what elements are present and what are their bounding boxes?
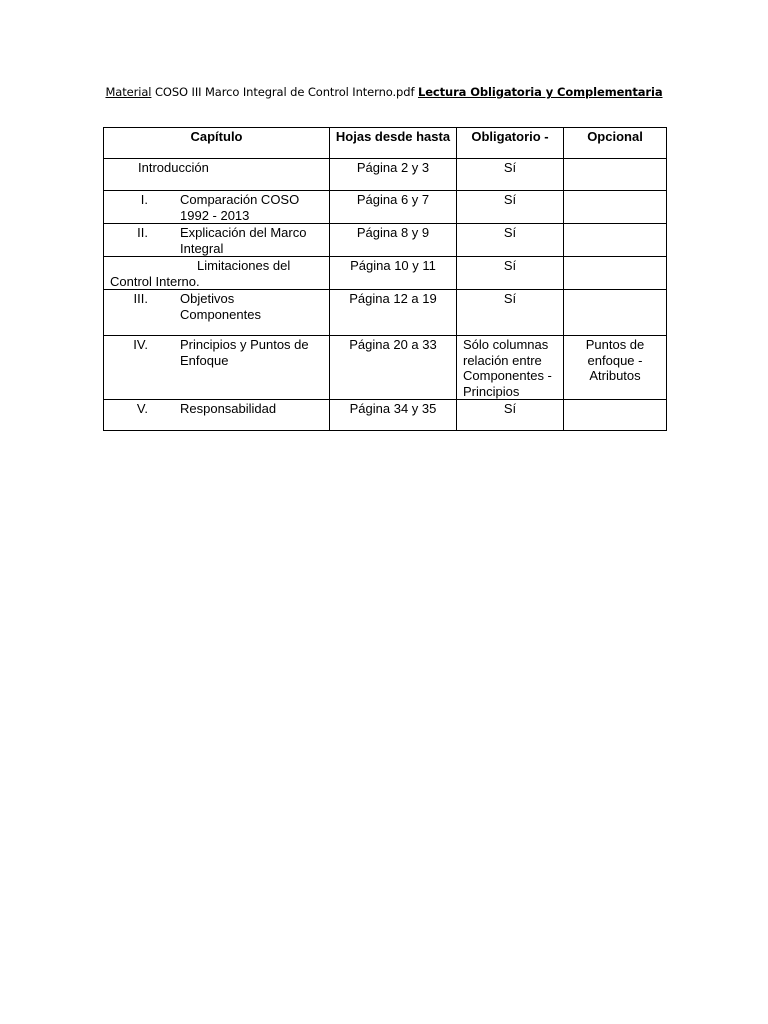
- table-row: [104, 257, 667, 290]
- required-value: Sí: [503, 258, 517, 273]
- cell-capitulo: [104, 191, 330, 224]
- header-hojas: Hojas desde hasta: [330, 128, 457, 159]
- table-row: [104, 159, 667, 191]
- chapter-number: V.: [136, 401, 148, 416]
- required-value: Sí: [503, 225, 517, 240]
- optional-value: [564, 191, 666, 192]
- cell-required: [457, 191, 564, 224]
- required-value: Sí: [503, 291, 517, 306]
- required-value: Sí: [503, 160, 517, 175]
- optional-value: [564, 400, 666, 401]
- table-row: [104, 400, 667, 431]
- header-opcional: Opcional: [564, 128, 667, 159]
- cell-pages: [330, 400, 457, 431]
- cell-required: [457, 290, 564, 336]
- cell-capitulo: [104, 159, 330, 191]
- cell-required: [457, 400, 564, 431]
- optional-value: [564, 257, 666, 258]
- optional-value: Puntos de enfoque - Atributos: [585, 337, 645, 383]
- chapter-title: Responsabilidad: [180, 401, 277, 416]
- cell-required: [457, 224, 564, 257]
- reading-schedule-table: [103, 127, 667, 431]
- table-header-row: [104, 128, 667, 159]
- chapter-title: Comparación COSO 1992 - 2013: [180, 192, 300, 223]
- header-obligatorio: Obligatorio -: [457, 128, 564, 159]
- heading-material: Material: [105, 85, 152, 99]
- cell-capitulo: [104, 257, 330, 290]
- table-row: [104, 224, 667, 257]
- cell-required: [457, 336, 564, 400]
- chapter-title: Principios y Puntos de Enfoque: [180, 337, 309, 368]
- document-heading: [0, 85, 768, 99]
- optional-value: [564, 224, 666, 225]
- cell-pages: [330, 159, 457, 191]
- required-value: Sólo columnas relación entre Componentes - Principios: [463, 337, 552, 399]
- chapter-number: III.: [133, 291, 148, 306]
- cell-pages: [330, 257, 457, 290]
- cell-pages: [330, 336, 457, 400]
- cell-pages: [330, 191, 457, 224]
- required-value: Sí: [503, 401, 517, 416]
- cell-optional: [564, 191, 667, 224]
- cell-optional: [564, 257, 667, 290]
- cell-capitulo: [104, 290, 330, 336]
- cell-capitulo: [104, 336, 330, 400]
- cell-optional: [564, 224, 667, 257]
- chapter-title: Introducción: [138, 160, 209, 175]
- pages-value: Página 34 y 35: [349, 401, 437, 416]
- cell-optional: [564, 400, 667, 431]
- table-row: [104, 191, 667, 224]
- required-value: Sí: [503, 192, 517, 207]
- header-capitulo: Capítulo: [104, 128, 330, 159]
- cell-capitulo: [104, 400, 330, 431]
- chapter-title: Explicación del Marco Integral: [180, 225, 307, 256]
- pages-value: Página 8 y 9: [356, 225, 430, 240]
- cell-optional: [564, 336, 667, 400]
- pages-value: Página 10 y 11: [350, 258, 436, 273]
- chapter-number: II.: [137, 225, 148, 240]
- chapter-number: IV.: [133, 337, 148, 352]
- pages-value: Página 6 y 7: [356, 192, 430, 207]
- optional-value: [564, 290, 666, 291]
- cell-optional: [564, 159, 667, 191]
- chapter-title: Limitaciones del Control Interno.: [110, 258, 291, 289]
- pages-value: Página 20 a 33: [349, 337, 437, 352]
- pages-value: Página 2 y 3: [356, 160, 430, 175]
- heading-file-name: COSO III Marco Integral de Control Interno.pdf: [154, 85, 415, 99]
- optional-value: [564, 159, 666, 160]
- cell-capitulo: [104, 224, 330, 257]
- cell-pages: [330, 290, 457, 336]
- cell-optional: [564, 290, 667, 336]
- table-row: [104, 290, 667, 336]
- cell-pages: [330, 224, 457, 257]
- cell-required: [457, 159, 564, 191]
- chapter-title: Objetivos Componentes: [180, 291, 261, 322]
- table-row: [104, 336, 667, 400]
- heading-reading-type: Lectura Obligatoria y Complementaria: [417, 85, 663, 99]
- chapter-number: I.: [140, 192, 148, 207]
- pages-value: Página 12 a 19: [349, 291, 437, 306]
- cell-required: [457, 257, 564, 290]
